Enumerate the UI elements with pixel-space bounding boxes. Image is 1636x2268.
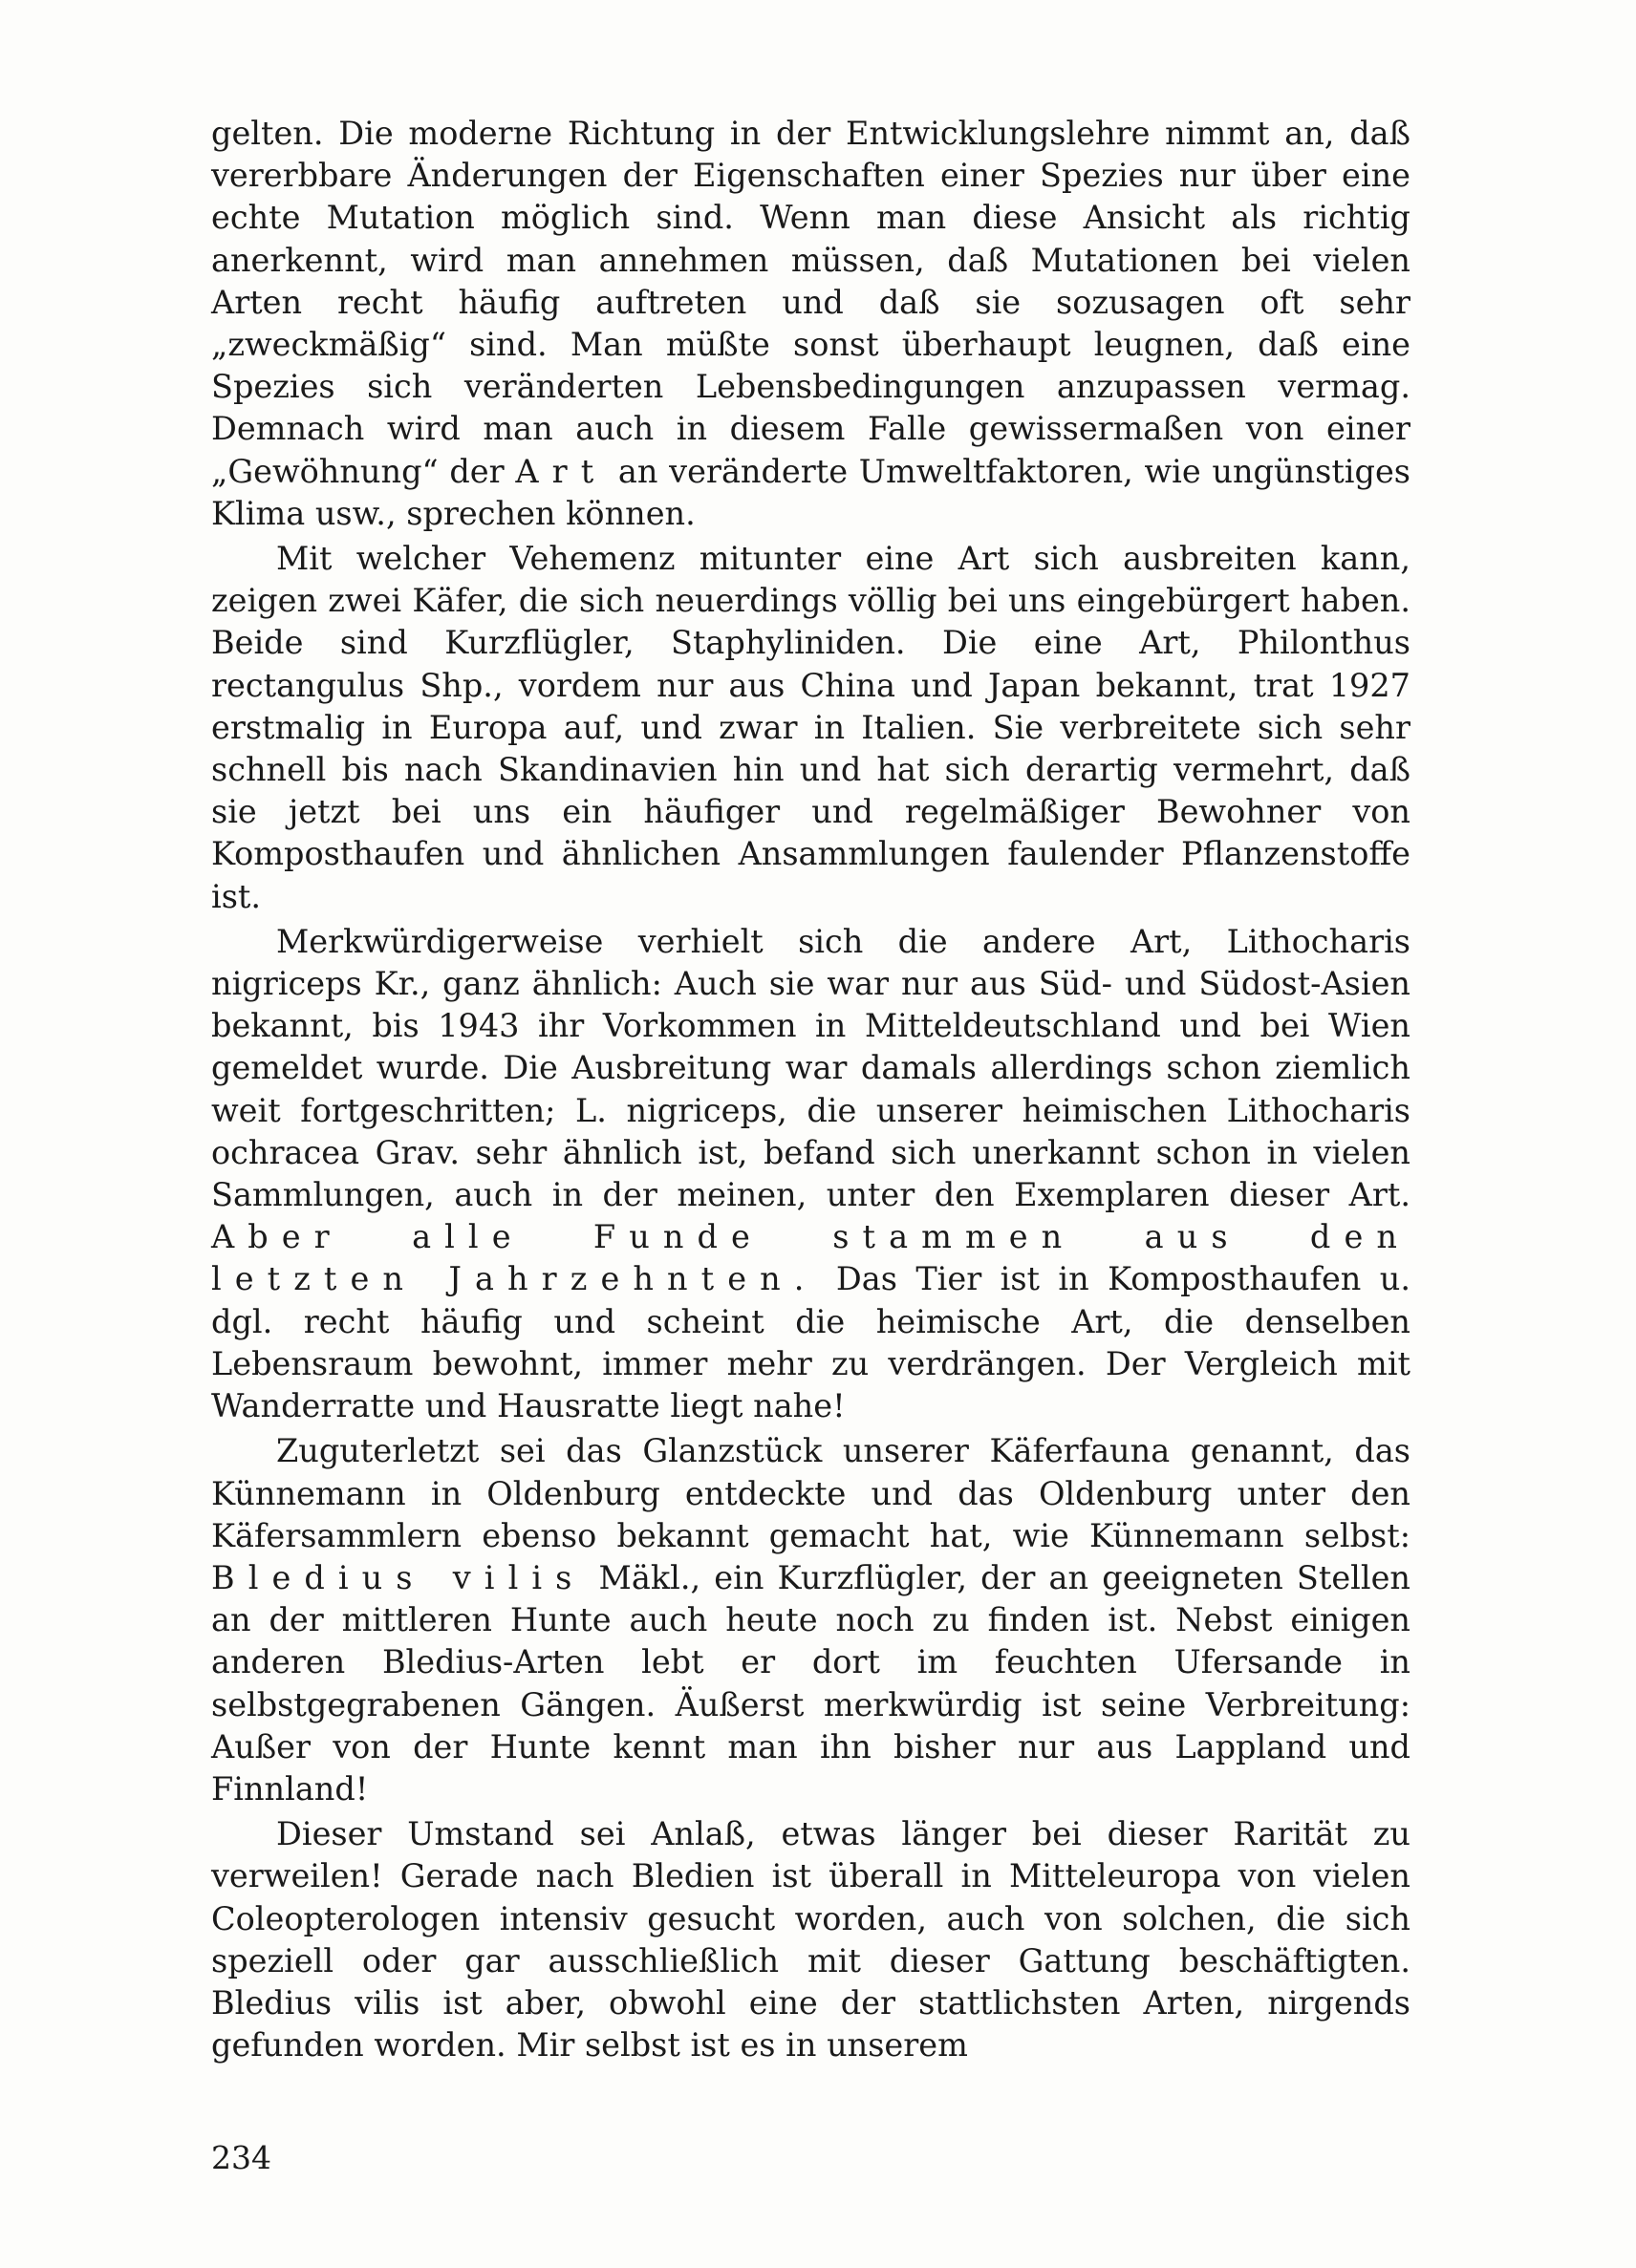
text-segment: Merkwürdigerweise verhielt sich die andere Art, Lithocharis nigriceps Kr., ganz ähnlich: Auch sie war nur aus Süd- und Südost-Asien bekannt, bis 1943 ihr Vorkommen in Mitteldeutschland und bei Wien gemeldet wurde. Die Ausbreitung war damals allerdings schon ziemlich weit fortgeschritten; L. nigriceps, die unserer heimischen Lithocharis ochracea Grav. sehr ähnlich ist, befand sich unerkannt schon in vielen Sammlungen, auch in der meinen, unter den Exemplaren dieser Art.: [211, 922, 1410, 1214]
text-segment: Mit welcher Vehemenz mitunter eine Art sich ausbreiten kann, zeigen zwei Käfer, die sich neuerdings völlig bei uns eingebürgert haben. Beide sind Kurzflügler, Staphyliniden. Die eine Art, Philonthus rectangulus Shp., vordem nur aus China und Japan bekannt, trat 1927 erstmalig in Europa auf, und zwar in Italien. Sie verbreitete sich sehr schnell bis nach Skandinavien hin und hat sich derartig vermehrt, daß sie jetzt bei uns ein häufiger und regelmäßiger Bewohner von Komposthaufen und ähnlichen Ansammlungen faulender Pflanzenstoffe ist.: [211, 540, 1410, 915]
text-segment: Das Tier ist in Komposthaufen u. dgl. recht häufig und scheint die heimische Art, die denselben Lebensraum bewohnt, immer mehr zu verdrängen. Der Vergleich mit Wanderratte und Hausratte liegt nahe!: [211, 1260, 1410, 1425]
paragraph-5: [211, 1813, 1410, 2066]
paragraph-2: [211, 538, 1410, 918]
text-segment: Dieser Umstand sei Anlaß, etwas länger bei dieser Rarität zu verweilen! Gerade nach Bledien ist überall in Mitteleuropa von vielen Coleopterologen intensiv gesucht worden, auch von solchen, die sich speziell oder gar ausschließlich mit dieser Gattung beschäftigten. Bledius vilis ist aber, obwohl eine der stattlichsten Arten, nirgends gefunden worden. Mir selbst ist es in unserem: [211, 1815, 1410, 2065]
text-segment: an veränderte Umweltfaktoren, wie ungünstiges Klima usw., sprechen können.: [211, 452, 1410, 532]
text-segment: Zuguterletzt sei das Glanzstück unserer Käferfauna genannt, das Künnemann in Oldenburg entdeckte und das Oldenburg unter den Käfersammlern ebenso bekannt gemacht hat, wie Künnemann selbst:: [211, 1432, 1410, 1554]
text-segment: Mäkl., ein Kurzflügler, der an geeigneten Stellen an der mittleren Hunte auch heute noch zu finden ist. Nebst einigen anderen Bledius-Arten lebt er dort im feuchten Ufersande in selbstgegrabenen Gängen. Äußerst merkwürdig ist seine Verbreitung: Außer von der Hunte kennt man ihn bisher nur aus Lappland und Finnland!: [211, 1558, 1410, 1808]
spaced-emphasis: Art: [515, 452, 608, 490]
spaced-emphasis: Aber alle Funde stammen aus den letzten Jahrzehnten.: [211, 1218, 1410, 1298]
paragraph-4: [211, 1430, 1410, 1810]
body-text: [211, 113, 1410, 2066]
paragraph-3: [211, 921, 1410, 1427]
paragraph-1: [211, 113, 1410, 535]
spaced-emphasis: Bledius vilis: [211, 1558, 586, 1596]
text-segment: gelten. Die moderne Richtung in der Entwicklungslehre nimmt an, daß vererbbare Änderungen der Eigenschaften einer Spezies nur über eine echte Mutation möglich sind. Wenn man diese Ansicht als richtig anerkennt, wird man annehmen müssen, daß Mutationen bei vielen Arten recht häufig auftreten und daß sie sozusagen oft sehr „zweckmäßig“ sind. Man müßte sonst überhaupt leugnen, daß eine Spezies sich veränderten Lebensbedingungen anzupassen vermag. Demnach wird man auch in diesem Falle gewissermaßen von einer „Gewöhnung“ der: [211, 115, 1410, 490]
page-number: 234: [211, 2139, 271, 2176]
